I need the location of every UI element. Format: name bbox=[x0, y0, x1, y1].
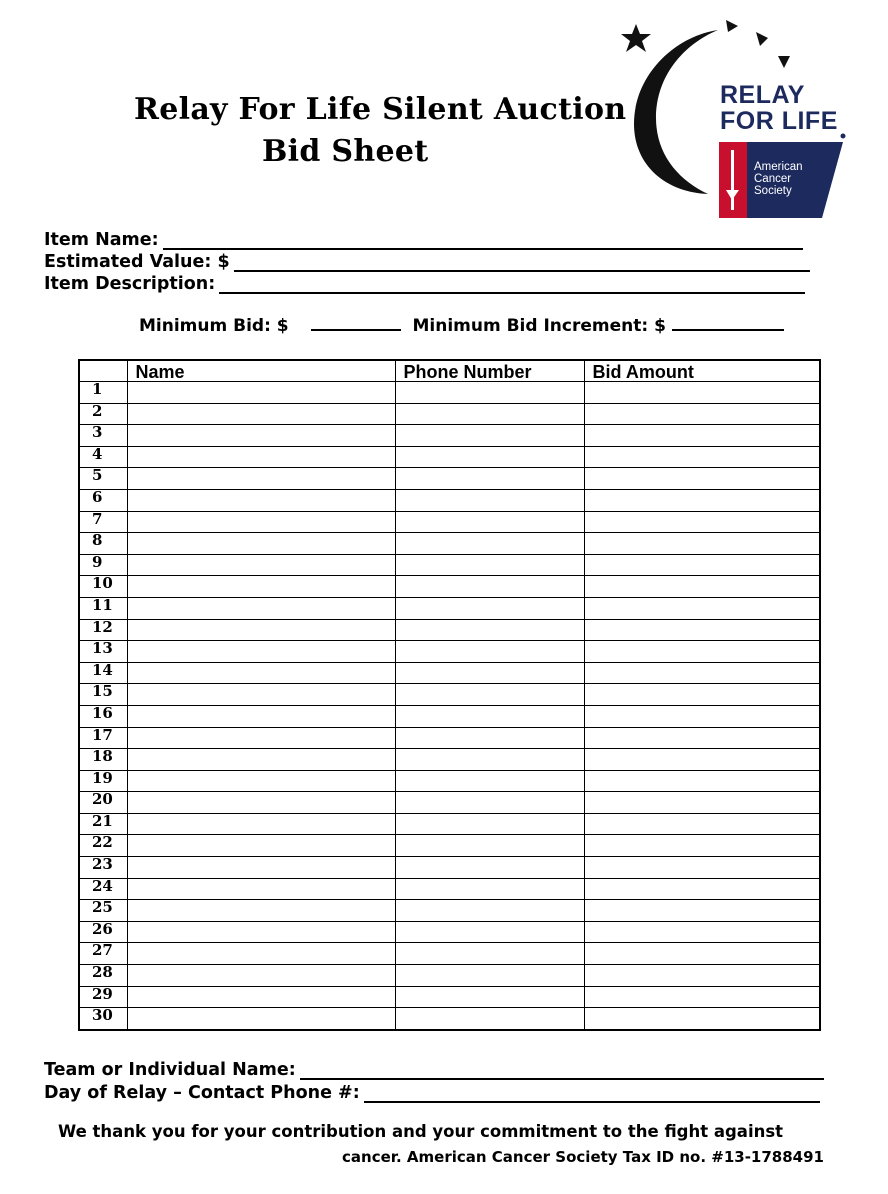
row-number: 14 bbox=[79, 662, 127, 684]
contact-phone-field bbox=[44, 1083, 820, 1103]
bid-amount-cell[interactable] bbox=[584, 489, 820, 511]
row-number: 19 bbox=[79, 770, 127, 792]
table-row bbox=[79, 857, 820, 879]
bid-amount-cell[interactable] bbox=[584, 986, 820, 1008]
bid-amount-cell[interactable] bbox=[584, 597, 820, 619]
name-cell[interactable] bbox=[127, 986, 395, 1008]
row-number: 8 bbox=[79, 533, 127, 555]
table-row bbox=[79, 878, 820, 900]
row-number: 23 bbox=[79, 857, 127, 879]
name-cell[interactable] bbox=[127, 662, 395, 684]
table-row bbox=[79, 446, 820, 468]
header-number bbox=[79, 360, 127, 382]
bid-amount-cell[interactable] bbox=[584, 641, 820, 663]
phone-cell[interactable] bbox=[395, 684, 584, 706]
name-cell[interactable] bbox=[127, 813, 395, 835]
minimum-bid-label: Minimum Bid: $ bbox=[139, 316, 289, 336]
item-description-field bbox=[44, 274, 805, 294]
phone-cell[interactable] bbox=[395, 921, 584, 943]
header-phone: Phone Number bbox=[395, 360, 584, 382]
minimum-bid-line[interactable] bbox=[311, 329, 401, 331]
name-cell[interactable] bbox=[127, 382, 395, 404]
row-number: 2 bbox=[79, 403, 127, 425]
bid-amount-cell[interactable] bbox=[584, 511, 820, 533]
name-cell[interactable] bbox=[127, 705, 395, 727]
table-row bbox=[79, 813, 820, 835]
name-cell[interactable] bbox=[127, 770, 395, 792]
bid-amount-cell[interactable] bbox=[584, 965, 820, 987]
bid-amount-cell[interactable] bbox=[584, 792, 820, 814]
bid-amount-cell[interactable] bbox=[584, 684, 820, 706]
table-row bbox=[79, 749, 820, 771]
row-number: 4 bbox=[79, 446, 127, 468]
bid-amount-cell[interactable] bbox=[584, 813, 820, 835]
name-cell[interactable] bbox=[127, 403, 395, 425]
phone-cell[interactable] bbox=[395, 813, 584, 835]
table-row bbox=[79, 489, 820, 511]
row-number: 29 bbox=[79, 986, 127, 1008]
name-cell[interactable] bbox=[127, 835, 395, 857]
table-row bbox=[79, 835, 820, 857]
phone-cell[interactable] bbox=[395, 554, 584, 576]
bid-amount-cell[interactable] bbox=[584, 857, 820, 879]
table-row bbox=[79, 900, 820, 922]
name-cell[interactable] bbox=[127, 857, 395, 879]
name-cell[interactable] bbox=[127, 489, 395, 511]
phone-cell[interactable] bbox=[395, 1008, 584, 1030]
phone-cell[interactable] bbox=[395, 749, 584, 771]
name-cell[interactable] bbox=[127, 468, 395, 490]
bid-amount-cell[interactable] bbox=[584, 619, 820, 641]
phone-cell[interactable] bbox=[395, 943, 584, 965]
estimated-value-label: Estimated Value: $ bbox=[44, 252, 230, 272]
item-name-label: Item Name: bbox=[44, 230, 159, 250]
phone-cell[interactable] bbox=[395, 662, 584, 684]
phone-cell[interactable] bbox=[395, 857, 584, 879]
name-cell[interactable] bbox=[127, 576, 395, 598]
phone-cell[interactable] bbox=[395, 727, 584, 749]
table-row bbox=[79, 1008, 820, 1030]
estimated-value-line[interactable] bbox=[234, 256, 810, 272]
table-row bbox=[79, 576, 820, 598]
name-cell[interactable] bbox=[127, 1008, 395, 1030]
phone-cell[interactable] bbox=[395, 619, 584, 641]
row-number: 11 bbox=[79, 597, 127, 619]
bid-amount-cell[interactable] bbox=[584, 1008, 820, 1030]
phone-cell[interactable] bbox=[395, 489, 584, 511]
minimum-increment-line[interactable] bbox=[672, 329, 784, 331]
name-cell[interactable] bbox=[127, 597, 395, 619]
item-description-label: Item Description: bbox=[44, 274, 216, 294]
contact-phone-line[interactable] bbox=[364, 1087, 820, 1103]
name-cell[interactable] bbox=[127, 533, 395, 555]
minimum-increment-label: Minimum Bid Increment: $ bbox=[412, 316, 666, 336]
row-number: 18 bbox=[79, 749, 127, 771]
table-row bbox=[79, 619, 820, 641]
logo-org-text: American Cancer Society bbox=[754, 161, 803, 197]
bid-amount-cell[interactable] bbox=[584, 425, 820, 447]
row-number: 21 bbox=[79, 813, 127, 835]
table-row bbox=[79, 382, 820, 404]
row-number: 25 bbox=[79, 900, 127, 922]
table-row bbox=[79, 662, 820, 684]
phone-cell[interactable] bbox=[395, 986, 584, 1008]
row-number: 26 bbox=[79, 921, 127, 943]
team-name-field bbox=[44, 1060, 824, 1080]
phone-cell[interactable] bbox=[395, 446, 584, 468]
table-row bbox=[79, 533, 820, 555]
table-row bbox=[79, 597, 820, 619]
bid-amount-cell[interactable] bbox=[584, 749, 820, 771]
row-number: 30 bbox=[79, 1008, 127, 1030]
bid-amount-cell[interactable] bbox=[584, 900, 820, 922]
bid-table bbox=[78, 359, 821, 1031]
table-row bbox=[79, 641, 820, 663]
bid-table-header bbox=[79, 360, 820, 382]
table-row bbox=[79, 770, 820, 792]
phone-cell[interactable] bbox=[395, 425, 584, 447]
table-row bbox=[79, 403, 820, 425]
bid-amount-cell[interactable] bbox=[584, 662, 820, 684]
table-row bbox=[79, 921, 820, 943]
bid-amount-cell[interactable] bbox=[584, 446, 820, 468]
header-name: Name bbox=[127, 360, 395, 382]
name-cell[interactable] bbox=[127, 727, 395, 749]
table-row bbox=[79, 986, 820, 1008]
minimum-bid-row bbox=[139, 316, 784, 336]
table-row bbox=[79, 684, 820, 706]
phone-cell[interactable] bbox=[395, 705, 584, 727]
row-number: 12 bbox=[79, 619, 127, 641]
contact-phone-label: Day of Relay – Contact Phone #: bbox=[44, 1083, 360, 1103]
item-name-line[interactable] bbox=[163, 234, 803, 250]
row-number: 9 bbox=[79, 554, 127, 576]
row-number: 5 bbox=[79, 468, 127, 490]
name-cell[interactable] bbox=[127, 749, 395, 771]
phone-cell[interactable] bbox=[395, 511, 584, 533]
name-cell[interactable] bbox=[127, 921, 395, 943]
phone-cell[interactable] bbox=[395, 835, 584, 857]
logo-brand-text: RELAY FOR LIFE bbox=[720, 81, 838, 135]
team-name-line[interactable] bbox=[300, 1064, 824, 1080]
row-number: 7 bbox=[79, 511, 127, 533]
bid-rows bbox=[79, 382, 820, 1030]
phone-cell[interactable] bbox=[395, 533, 584, 555]
name-cell[interactable] bbox=[127, 965, 395, 987]
name-cell[interactable] bbox=[127, 425, 395, 447]
tax-id-text: cancer. American Cancer Society Tax ID no. #13-1788491 bbox=[342, 1148, 824, 1166]
bid-amount-cell[interactable] bbox=[584, 705, 820, 727]
bid-amount-cell[interactable] bbox=[584, 468, 820, 490]
row-number: 17 bbox=[79, 727, 127, 749]
phone-cell[interactable] bbox=[395, 641, 584, 663]
phone-cell[interactable] bbox=[395, 792, 584, 814]
name-cell[interactable] bbox=[127, 446, 395, 468]
row-number: 20 bbox=[79, 792, 127, 814]
row-number: 10 bbox=[79, 576, 127, 598]
estimated-value-field bbox=[44, 252, 810, 272]
bid-amount-cell[interactable] bbox=[584, 403, 820, 425]
row-number: 27 bbox=[79, 943, 127, 965]
table-row bbox=[79, 727, 820, 749]
team-name-label: Team or Individual Name: bbox=[44, 1060, 296, 1080]
row-number: 28 bbox=[79, 965, 127, 987]
row-number: 13 bbox=[79, 641, 127, 663]
phone-cell[interactable] bbox=[395, 965, 584, 987]
table-row bbox=[79, 511, 820, 533]
bid-amount-cell[interactable] bbox=[584, 554, 820, 576]
page-subtitle: Bid Sheet bbox=[262, 134, 429, 169]
table-row bbox=[79, 468, 820, 490]
bid-amount-cell[interactable] bbox=[584, 770, 820, 792]
name-cell[interactable] bbox=[127, 878, 395, 900]
bid-amount-cell[interactable] bbox=[584, 878, 820, 900]
table-row bbox=[79, 554, 820, 576]
table-row bbox=[79, 943, 820, 965]
phone-cell[interactable] bbox=[395, 468, 584, 490]
bid-amount-cell[interactable] bbox=[584, 921, 820, 943]
name-cell[interactable] bbox=[127, 684, 395, 706]
item-name-field bbox=[44, 230, 803, 250]
row-number: 15 bbox=[79, 684, 127, 706]
phone-cell[interactable] bbox=[395, 403, 584, 425]
table-row bbox=[79, 792, 820, 814]
phone-cell[interactable] bbox=[395, 382, 584, 404]
row-number: 24 bbox=[79, 878, 127, 900]
bid-amount-cell[interactable] bbox=[584, 382, 820, 404]
table-row bbox=[79, 705, 820, 727]
row-number: 22 bbox=[79, 835, 127, 857]
name-cell[interactable] bbox=[127, 792, 395, 814]
name-cell[interactable] bbox=[127, 554, 395, 576]
name-cell[interactable] bbox=[127, 900, 395, 922]
bid-amount-cell[interactable] bbox=[584, 533, 820, 555]
thank-you-text: We thank you for your contribution and your commitment to the fight against bbox=[58, 1122, 784, 1141]
name-cell[interactable] bbox=[127, 641, 395, 663]
row-number: 6 bbox=[79, 489, 127, 511]
row-number: 1 bbox=[79, 382, 127, 404]
header-bid-amount: Bid Amount bbox=[584, 360, 820, 382]
item-description-line[interactable] bbox=[219, 278, 805, 294]
name-cell[interactable] bbox=[127, 943, 395, 965]
phone-cell[interactable] bbox=[395, 597, 584, 619]
phone-cell[interactable] bbox=[395, 576, 584, 598]
bid-amount-cell[interactable] bbox=[584, 835, 820, 857]
bid-amount-cell[interactable] bbox=[584, 727, 820, 749]
table-row bbox=[79, 425, 820, 447]
bid-amount-cell[interactable] bbox=[584, 576, 820, 598]
table-row bbox=[79, 965, 820, 987]
row-number: 16 bbox=[79, 705, 127, 727]
name-cell[interactable] bbox=[127, 619, 395, 641]
phone-cell[interactable] bbox=[395, 878, 584, 900]
phone-cell[interactable] bbox=[395, 770, 584, 792]
bid-amount-cell[interactable] bbox=[584, 943, 820, 965]
phone-cell[interactable] bbox=[395, 900, 584, 922]
page-title: Relay For Life Silent Auction bbox=[134, 92, 627, 127]
name-cell[interactable] bbox=[127, 511, 395, 533]
row-number: 3 bbox=[79, 425, 127, 447]
relay-for-life-logo bbox=[618, 14, 848, 224]
